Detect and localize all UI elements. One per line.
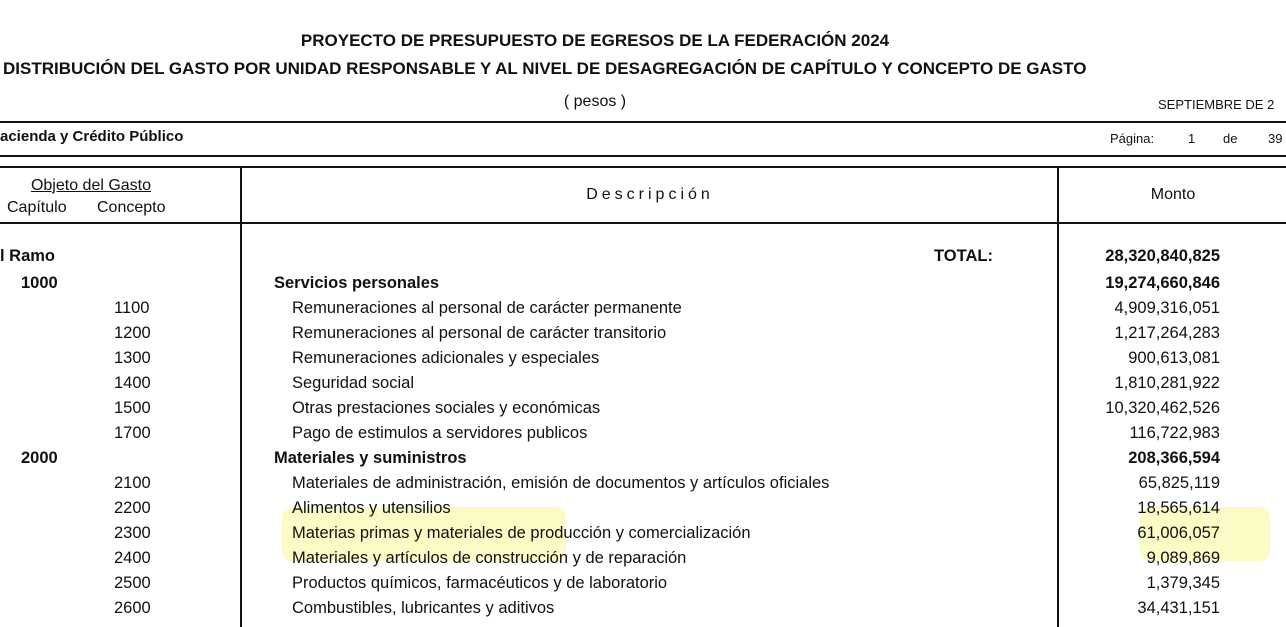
table-row: [0, 471, 1286, 496]
concepto-code: 1400: [114, 374, 151, 392]
row-amount: 65,825,119: [1138, 474, 1220, 492]
row-amount: 900,613,081: [1128, 349, 1220, 367]
capitulo-code: 1000: [21, 274, 58, 292]
row-description: Productos químicos, farmacéuticos y de laboratorio: [292, 574, 668, 592]
row-description: Materias primas y materiales de producción y comercialización: [292, 524, 751, 542]
page-total: 39: [1268, 131, 1283, 146]
page-label: Página:: [1110, 131, 1155, 146]
row-amount: 1,810,281,922: [1114, 374, 1220, 392]
row-description: Materiales y suministros: [274, 449, 467, 467]
concepto-code: 1300: [114, 349, 151, 367]
table-row: [0, 396, 1286, 421]
concepto-code: 2100: [114, 474, 151, 492]
header-concepto: Concepto: [97, 199, 166, 216]
total-amount: 28,320,840,825: [1105, 247, 1220, 265]
capitulo-code: 2000: [21, 449, 58, 467]
table-row: [0, 296, 1286, 321]
page-of: de: [1223, 131, 1238, 146]
row-amount: 1,217,264,283: [1114, 324, 1220, 342]
rule-mid-2: [0, 166, 1286, 168]
row-amount: 10,320,462,526: [1105, 399, 1220, 417]
row-description: Alimentos y utensilios: [292, 499, 451, 517]
header-objeto: Objeto del Gasto: [30, 177, 152, 194]
total-row: [0, 244, 1286, 269]
row-amount: 34,431,151: [1137, 599, 1220, 617]
date-label: SEPTIEMBRE DE 2: [1158, 97, 1275, 112]
concepto-code: 2500: [114, 574, 151, 592]
concepto-code: 1500: [114, 399, 151, 417]
row-description: Remuneraciones al personal de carácter permanente: [292, 299, 682, 317]
table-row: [0, 546, 1286, 571]
row-description: Servicios personales: [274, 274, 440, 292]
table-row: [0, 571, 1286, 596]
row-amount: 208,366,594: [1128, 449, 1220, 467]
document-title: PROYECTO DE PRESUPUESTO DE EGRESOS DE LA FEDERACIÓN 2024: [300, 31, 890, 50]
concepto-code: 1700: [114, 424, 151, 442]
ramo-label: l Ramo: [0, 247, 56, 265]
row-amount: 61,006,057: [1137, 524, 1220, 542]
concepto-code: 2600: [114, 599, 151, 617]
table-row: [0, 371, 1286, 396]
header-capitulo: Capítulo: [7, 199, 67, 216]
row-description: Remuneraciones al personal de carácter transitorio: [292, 324, 667, 342]
row-amount: 9,089,869: [1146, 549, 1220, 567]
table-row: [0, 596, 1286, 621]
rule-mid-1: [0, 155, 1286, 157]
total-label: TOTAL:: [934, 247, 993, 265]
concepto-code: 1200: [114, 324, 151, 342]
header-descripcion: Descripción: [586, 186, 714, 203]
concepto-code: 2300: [114, 524, 151, 542]
units-label: ( pesos ): [563, 93, 627, 110]
row-amount: 4,909,316,051: [1114, 299, 1220, 317]
row-amount: 19,274,660,846: [1105, 274, 1220, 292]
row-description: Materiales de administración, emisión de documentos y artículos oficiales: [292, 474, 830, 492]
table-row: [0, 271, 1286, 296]
row-description: Otras prestaciones sociales y económicas: [292, 399, 601, 417]
header-monto: Monto: [1150, 186, 1196, 203]
table-row: [0, 496, 1286, 521]
row-description: Remuneraciones adicionales y especiales: [292, 349, 600, 367]
rule-top: [0, 121, 1286, 123]
row-description: Materiales y artículos de construcción y de reparación: [292, 549, 687, 567]
table-row: [0, 346, 1286, 371]
page-number: 1: [1188, 131, 1196, 146]
row-amount: 116,722,983: [1129, 424, 1220, 442]
concepto-code: 2200: [114, 499, 151, 517]
concepto-code: 2400: [114, 549, 151, 567]
table-row: [0, 521, 1286, 546]
agency-name: acienda y Crédito Público: [0, 128, 184, 145]
table-row: [0, 321, 1286, 346]
row-description: Combustibles, lubricantes y aditivos: [292, 599, 555, 617]
row-description: Seguridad social: [292, 374, 414, 392]
document-subtitle: DISTRIBUCIÓN DEL GASTO POR UNIDAD RESPONSABLE Y AL NIVEL DE DESAGREGACIÓN DE CAPÍTULO Y CONCEPTO DE GASTO: [3, 59, 1087, 78]
row-description: Pago de estimulos a servidores publicos: [292, 424, 588, 442]
table-row: [0, 446, 1286, 471]
table-row: [0, 421, 1286, 446]
row-amount: 18,565,614: [1137, 499, 1220, 517]
row-amount: 1,379,345: [1146, 574, 1220, 592]
rule-header-bottom: [0, 222, 1286, 224]
concepto-code: 1100: [114, 299, 150, 317]
